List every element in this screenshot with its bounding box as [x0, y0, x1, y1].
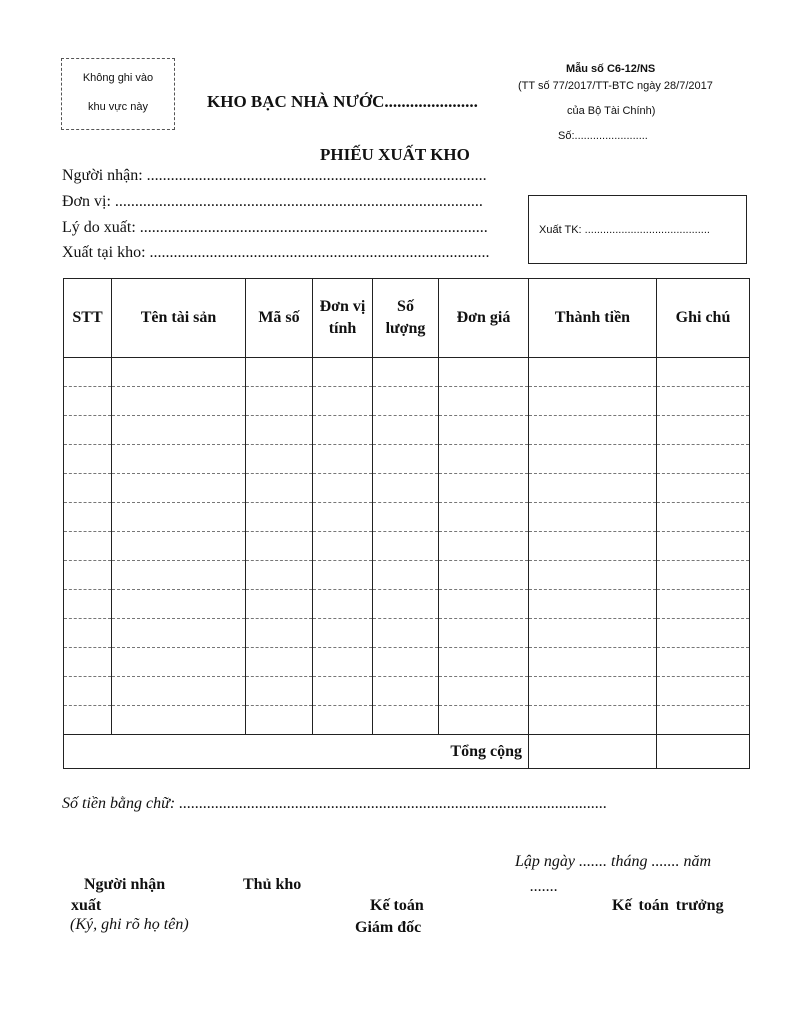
table-cell: [529, 474, 657, 503]
table-cell: [529, 503, 657, 532]
table-cell: [439, 648, 529, 677]
table-cell: [313, 706, 373, 735]
table-cell: [439, 387, 529, 416]
table-cell: [657, 503, 750, 532]
table-cell: [246, 387, 313, 416]
table-cell: [373, 416, 439, 445]
table-cell: [657, 387, 750, 416]
table-cell: [529, 561, 657, 590]
header-stt: STT: [64, 279, 112, 358]
signer-storekeeper: Thủ kho: [243, 876, 302, 893]
unit-field: Đơn vị: ............................................................................................: [62, 193, 483, 210]
table-cell: [246, 648, 313, 677]
table-row: [64, 387, 750, 416]
table-cell: [657, 590, 750, 619]
table-cell: [439, 619, 529, 648]
table-cell: [246, 416, 313, 445]
table-cell: [373, 358, 439, 387]
total-label: Tổng cộng: [64, 735, 529, 769]
table-cell: [112, 648, 246, 677]
treasury-name: KHO BẠC NHÀ NƯỚC......................: [207, 92, 478, 111]
account-field: Xuất TK: .........................................: [539, 224, 710, 236]
table-cell: [246, 677, 313, 706]
table-cell: [64, 619, 112, 648]
header-unit: Đơn vị tính: [313, 279, 373, 358]
table-cell: [313, 561, 373, 590]
table-cell: [439, 358, 529, 387]
table-cell: [112, 503, 246, 532]
form-code: Mẫu số C6-12/NS: [566, 63, 656, 75]
table-cell: [373, 474, 439, 503]
table-cell: [313, 358, 373, 387]
table-cell: [112, 619, 246, 648]
table-cell: [439, 503, 529, 532]
table-row: [64, 590, 750, 619]
table-cell: [657, 358, 750, 387]
total-row: [64, 735, 750, 769]
date-line-continued: .......: [530, 878, 558, 895]
table-row: [64, 677, 750, 706]
table-row: [64, 706, 750, 735]
table-cell: [64, 474, 112, 503]
table-cell: [439, 706, 529, 735]
table-body: [64, 358, 750, 769]
table-cell: [64, 445, 112, 474]
table-cell: [529, 648, 657, 677]
total-amount-cell: [529, 735, 657, 769]
table-cell: [529, 706, 657, 735]
table-header-row: [64, 279, 750, 358]
table-cell: [246, 619, 313, 648]
table-row: [64, 648, 750, 677]
table-cell: [112, 387, 246, 416]
table-cell: [529, 532, 657, 561]
table-cell: [373, 503, 439, 532]
table-cell: [64, 706, 112, 735]
table-row: [64, 561, 750, 590]
reason-field: Lý do xuất: .......................................................................................: [62, 219, 488, 236]
header-unit-price: Đơn giá: [439, 279, 529, 358]
table-cell: [64, 532, 112, 561]
no-write-area-text-1: Không ghi vào: [82, 72, 154, 84]
total-notes-cell: [657, 735, 750, 769]
table-cell: [313, 532, 373, 561]
table-cell: [373, 590, 439, 619]
table-cell: [313, 648, 373, 677]
document-number: Số:........................: [558, 130, 648, 142]
warehouse-field: Xuất tại kho: .....................................................................................: [62, 244, 490, 261]
signer-note: (Ký, ghi rõ họ tên): [70, 916, 189, 933]
table-cell: [529, 590, 657, 619]
table-cell: [64, 590, 112, 619]
table-cell: [64, 561, 112, 590]
table-cell: [657, 648, 750, 677]
table-cell: [373, 561, 439, 590]
table-cell: [529, 387, 657, 416]
no-write-area-box: [61, 58, 175, 130]
table-cell: [112, 358, 246, 387]
table-row: [64, 358, 750, 387]
table-cell: [657, 561, 750, 590]
circular-reference: (TT số 77/2017/TT-BTC ngày 28/7/2017: [518, 80, 713, 92]
table-cell: [246, 445, 313, 474]
table-cell: [657, 416, 750, 445]
table-row: [64, 445, 750, 474]
table-cell: [313, 474, 373, 503]
table-cell: [64, 416, 112, 445]
signer-director: Giám đốc: [355, 919, 422, 936]
ministry-reference: của Bộ Tài Chính): [567, 105, 656, 117]
header-notes: Ghi chú: [657, 279, 750, 358]
table-cell: [373, 387, 439, 416]
table-cell: [64, 677, 112, 706]
header-quantity: Số lượng: [373, 279, 439, 358]
table-cell: [529, 619, 657, 648]
table-cell: [439, 561, 529, 590]
table-cell: [64, 358, 112, 387]
recipient-field: Người nhận: .....................................................................................: [62, 167, 487, 184]
table-cell: [439, 677, 529, 706]
table-cell: [529, 445, 657, 474]
page-title: PHIẾU XUẤT KHO: [320, 145, 470, 164]
table-cell: [246, 590, 313, 619]
signer-recipient-cont: xuất: [71, 897, 102, 914]
header-total-amount: Thành tiền: [529, 279, 657, 358]
table-cell: [246, 358, 313, 387]
table-cell: [373, 706, 439, 735]
table-cell: [439, 590, 529, 619]
table-cell: [373, 648, 439, 677]
table-cell: [439, 474, 529, 503]
table-cell: [64, 387, 112, 416]
table-cell: [313, 590, 373, 619]
table-cell: [112, 590, 246, 619]
table-cell: [246, 474, 313, 503]
table-cell: [246, 706, 313, 735]
table-cell: [64, 503, 112, 532]
header-code: Mã số: [246, 279, 313, 358]
table-cell: [529, 416, 657, 445]
table-cell: [112, 706, 246, 735]
header-asset-name: Tên tài sản: [112, 279, 246, 358]
table-cell: [657, 619, 750, 648]
table-cell: [373, 445, 439, 474]
table-cell: [112, 532, 246, 561]
signer-chief-accountant: Kế toán trưởng: [612, 897, 724, 914]
table-row: [64, 503, 750, 532]
date-line: Lập ngày ....... tháng ....... năm: [515, 853, 711, 870]
table-cell: [112, 474, 246, 503]
table-cell: [112, 416, 246, 445]
signer-accountant: Kế toán: [370, 897, 424, 914]
table-cell: [246, 532, 313, 561]
table-cell: [313, 416, 373, 445]
table-cell: [439, 445, 529, 474]
table-cell: [373, 532, 439, 561]
asset-table: [63, 278, 750, 769]
table-cell: [657, 445, 750, 474]
table-cell: [112, 445, 246, 474]
no-write-area-text-2: khu vực này: [88, 101, 148, 113]
amount-in-words: Số tiền bằng chữ: ...........................................................................................................: [62, 795, 608, 812]
table-row: [64, 416, 750, 445]
table-cell: [64, 648, 112, 677]
table-cell: [657, 532, 750, 561]
table-cell: [373, 677, 439, 706]
table-cell: [439, 416, 529, 445]
table-cell: [112, 677, 246, 706]
table-cell: [529, 358, 657, 387]
table-cell: [657, 474, 750, 503]
signer-recipient: Người nhận: [84, 876, 166, 893]
table-row: [64, 619, 750, 648]
account-box: [528, 195, 747, 264]
table-row: [64, 532, 750, 561]
table-cell: [657, 677, 750, 706]
table-cell: [373, 619, 439, 648]
table-cell: [439, 532, 529, 561]
table-cell: [313, 503, 373, 532]
table-cell: [313, 677, 373, 706]
table-cell: [313, 387, 373, 416]
table-cell: [657, 706, 750, 735]
table-cell: [246, 503, 313, 532]
table-cell: [313, 619, 373, 648]
table-cell: [313, 445, 373, 474]
table-cell: [246, 561, 313, 590]
table-cell: [529, 677, 657, 706]
table-row: [64, 474, 750, 503]
table-cell: [112, 561, 246, 590]
